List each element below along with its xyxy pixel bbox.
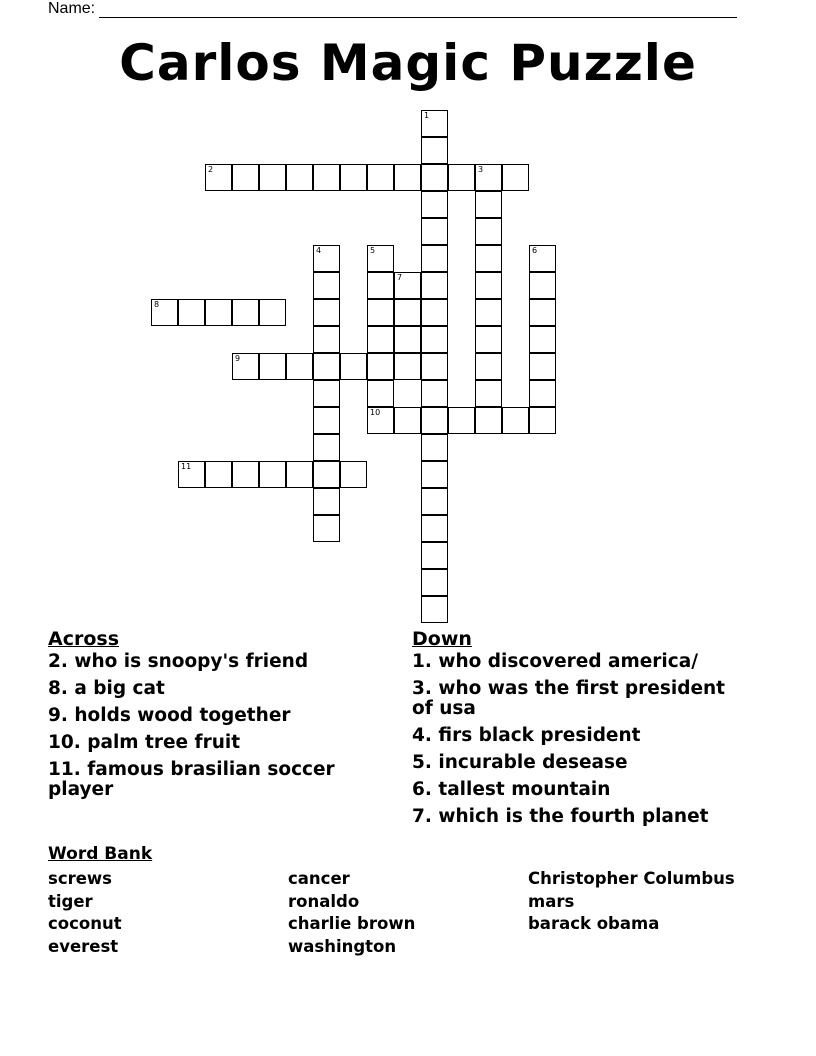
crossword-cell[interactable]: [394, 299, 421, 326]
crossword-cell[interactable]: [286, 353, 313, 380]
clue-number: 3: [478, 165, 484, 174]
crossword-cell[interactable]: [313, 353, 340, 380]
crossword-cell[interactable]: [367, 353, 394, 380]
crossword-cell[interactable]: [475, 407, 502, 434]
crossword-cell[interactable]: [529, 326, 556, 353]
crossword-cell[interactable]: [529, 380, 556, 407]
down-clues: [412, 628, 752, 834]
crossword-cell[interactable]: [421, 569, 448, 596]
word-bank-item: charlie brown: [288, 914, 416, 933]
crossword-cell[interactable]: [475, 380, 502, 407]
across-clue: 11. famous brasilian soccer player: [48, 759, 335, 800]
crossword-cell[interactable]: [421, 380, 448, 407]
word-bank-item: screws: [48, 869, 112, 888]
word-bank-column: [48, 868, 122, 958]
word-bank-item: Christopher Columbus: [528, 869, 735, 888]
crossword-cell[interactable]: [313, 326, 340, 353]
crossword-cell[interactable]: [394, 407, 421, 434]
crossword-cell[interactable]: [313, 380, 340, 407]
crossword-cell[interactable]: [394, 353, 421, 380]
crossword-cell[interactable]: [475, 353, 502, 380]
crossword-cell[interactable]: [475, 218, 502, 245]
crossword-cell[interactable]: [421, 218, 448, 245]
clue-number: 8: [154, 300, 160, 309]
down-heading: Down: [412, 628, 472, 650]
crossword-cell[interactable]: [340, 353, 367, 380]
crossword-cell[interactable]: [502, 164, 529, 191]
crossword-cell[interactable]: [475, 326, 502, 353]
clue-number: 5: [370, 246, 376, 255]
crossword-cell[interactable]: [340, 461, 367, 488]
crossword-cell[interactable]: [421, 407, 448, 434]
crossword-cell[interactable]: [205, 164, 232, 191]
crossword-cell[interactable]: [475, 191, 502, 218]
name-label: Name:: [48, 0, 96, 17]
word-bank-heading: Word Bank: [48, 844, 153, 864]
crossword-cell[interactable]: [529, 272, 556, 299]
crossword-cell[interactable]: [529, 353, 556, 380]
crossword-cell[interactable]: [421, 434, 448, 461]
crossword-cell[interactable]: [448, 407, 475, 434]
crossword-cell[interactable]: [475, 272, 502, 299]
crossword-cell[interactable]: [475, 299, 502, 326]
word-bank-item: barack obama: [528, 914, 660, 933]
crossword-cell[interactable]: [394, 164, 421, 191]
crossword-cell[interactable]: [421, 137, 448, 164]
crossword-cell[interactable]: [340, 164, 367, 191]
crossword-cell[interactable]: [313, 272, 340, 299]
down-clue: 1. who discovered america/: [412, 651, 698, 672]
crossword-cell[interactable]: [448, 164, 475, 191]
clue-number: 2: [208, 165, 214, 174]
down-clue: 6. tallest mountain: [412, 779, 611, 800]
word-bank-item: washington: [288, 936, 397, 956]
crossword-cell[interactable]: [313, 515, 340, 542]
crossword-cell[interactable]: [421, 110, 448, 137]
crossword-cell[interactable]: [529, 299, 556, 326]
crossword-cell[interactable]: [367, 272, 394, 299]
crossword-cell[interactable]: [529, 245, 556, 272]
crossword-cell[interactable]: [421, 542, 448, 569]
word-bank-item: tiger: [48, 891, 93, 911]
crossword-cell[interactable]: [421, 164, 448, 191]
crossword-cell[interactable]: [421, 515, 448, 542]
crossword-cell[interactable]: [529, 407, 556, 434]
across-clue: 2. who is snoopy's friend: [48, 651, 309, 672]
crossword-cell[interactable]: [178, 461, 205, 488]
crossword-cell[interactable]: [151, 299, 178, 326]
crossword-cell[interactable]: [286, 461, 313, 488]
crossword-cell[interactable]: [178, 299, 205, 326]
clue-number: 1: [424, 111, 430, 120]
down-clue: 3. who was the first president of usa: [412, 678, 726, 719]
crossword-cell[interactable]: [421, 245, 448, 272]
across-clue: 9. holds wood together: [48, 705, 291, 726]
word-bank-item: mars: [528, 891, 575, 911]
crossword-cell[interactable]: [367, 164, 394, 191]
word-bank-column: [528, 868, 735, 936]
clue-number: 4: [316, 246, 322, 255]
across-clue: 10. palm tree fruit: [48, 732, 241, 753]
crossword-cell[interactable]: [259, 461, 286, 488]
crossword-cell[interactable]: [421, 191, 448, 218]
clue-number: 7: [397, 273, 403, 282]
crossword-cell[interactable]: [421, 461, 448, 488]
crossword-cell[interactable]: [421, 272, 448, 299]
word-bank-item: cancer: [288, 869, 350, 888]
crossword-cell[interactable]: [367, 407, 394, 434]
crossword-cell[interactable]: [313, 488, 340, 515]
word-bank-item: everest: [48, 936, 119, 956]
crossword-cell[interactable]: [367, 326, 394, 353]
name-line: [48, 0, 737, 18]
crossword-cell[interactable]: [205, 461, 232, 488]
down-clue: 7. which is the fourth planet: [412, 806, 709, 827]
down-clue: 5. incurable desease: [412, 752, 628, 773]
clue-number: 11: [181, 462, 192, 471]
crossword-cell[interactable]: [286, 164, 313, 191]
across-clue: 8. a big cat: [48, 678, 165, 699]
crossword-cell[interactable]: [259, 299, 286, 326]
page-title: Carlos Magic Puzzle: [119, 34, 697, 92]
clue-number: 9: [235, 354, 241, 363]
crossword-cell[interactable]: [394, 326, 421, 353]
crossword-cell[interactable]: [502, 407, 529, 434]
crossword-cell[interactable]: [232, 461, 259, 488]
crossword-cell[interactable]: [313, 461, 340, 488]
crossword-cell[interactable]: [259, 164, 286, 191]
crossword-cell[interactable]: [313, 434, 340, 461]
crossword-cell[interactable]: [475, 245, 502, 272]
word-bank-item: coconut: [48, 914, 122, 933]
down-clue: 4. firs black president: [412, 725, 641, 746]
crossword-cell[interactable]: [367, 299, 394, 326]
word-bank-item: ronaldo: [288, 891, 360, 911]
crossword-cell[interactable]: [313, 164, 340, 191]
crossword-cell[interactable]: [421, 596, 448, 623]
clue-number: 10: [370, 408, 381, 417]
crossword-cell[interactable]: [232, 353, 259, 380]
crossword-cell[interactable]: [394, 272, 421, 299]
crossword-cell[interactable]: [421, 326, 448, 353]
name-field[interactable]: [99, 2, 737, 18]
crossword-cell[interactable]: [313, 299, 340, 326]
crossword-cell[interactable]: [421, 353, 448, 380]
crossword-cell[interactable]: [205, 299, 232, 326]
crossword-cell[interactable]: [475, 164, 502, 191]
crossword-cell[interactable]: [313, 407, 340, 434]
crossword-cell[interactable]: [313, 245, 340, 272]
crossword-cell[interactable]: [367, 245, 394, 272]
across-heading: Across: [48, 628, 120, 650]
crossword-cell[interactable]: [259, 353, 286, 380]
across-clues: [48, 628, 378, 807]
crossword-cell[interactable]: [421, 488, 448, 515]
crossword-cell[interactable]: [367, 380, 394, 407]
crossword-cell[interactable]: [232, 299, 259, 326]
crossword-cell[interactable]: [421, 299, 448, 326]
word-bank-column: [288, 868, 415, 958]
crossword-cell[interactable]: [232, 164, 259, 191]
clue-number: 6: [532, 246, 538, 255]
